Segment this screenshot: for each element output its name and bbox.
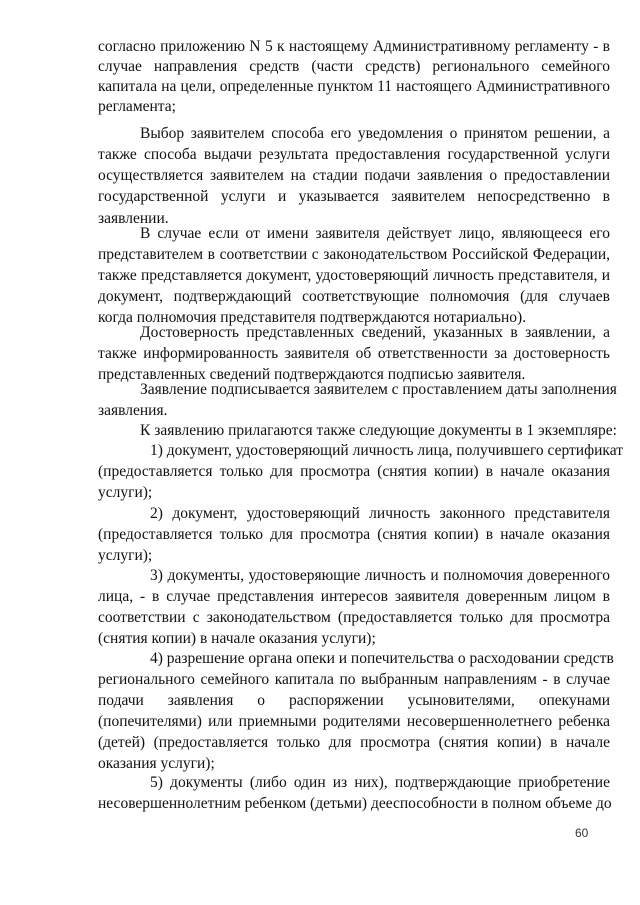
text-line-29: соответствии с законодательством (предоставляется только для просмотра <box>98 609 610 626</box>
text-line-28: лица, - в случае представления интересов заявителя доверенным лицом в <box>98 588 610 605</box>
text-line-6: также способа выдачи результата предоставления государственной услуги <box>98 146 610 163</box>
text-line-18: Заявление подписывается заявителем с проставлением даты заполнения <box>140 381 617 398</box>
text-line-15: Достоверность представленных сведений, указанных в заявлении, а <box>140 324 610 341</box>
text-line-10: В случае если от имени заявителя действует лицо, являющееся его <box>140 225 610 242</box>
text-line-38: несовершеннолетним ребенком (детьми) дееспособности в полном объеме до <box>98 795 612 812</box>
text-line-5: Выбор заявителем способа его уведомления о принятом решении, а <box>140 125 610 142</box>
text-line-23: услуги); <box>98 484 153 501</box>
text-line-21: 1) документ, удостоверяющий личность лица, получившего сертификат <box>150 442 623 459</box>
text-line-13: документ, подтверждающий соответствующие полномочия (для случаев <box>98 288 610 305</box>
text-line-34: (попечителями) или приемными родителями несовершеннолетнего ребенка <box>98 713 610 730</box>
text-line-17: представленных сведений подтверждаются подписью заявителя. <box>98 366 526 383</box>
text-line-30: (снятия копии) в начале оказания услуги); <box>98 630 376 647</box>
text-line-24: 2) документ, удостоверяющий личность законного представителя <box>150 505 610 522</box>
text-line-2: случае направления средств (части средств) регионального семейного <box>98 58 610 75</box>
text-line-37: 5) документы (либо один из них), подтверждающие приобретение <box>150 774 610 791</box>
text-line-14: когда полномочия представителя подтверждаются нотариально). <box>98 309 527 326</box>
text-line-33: подачи заявления о распоряжении усыновителями, опекунами <box>98 692 610 709</box>
text-line-11: представителем в соответствии с законодательством Российской Федерации, <box>98 246 610 263</box>
text-line-3: капитала на цели, определенные пунктом 11 настоящего Административного <box>98 78 610 95</box>
text-line-32: регионального семейного капитала по выбранным направлениям - в случае <box>98 671 610 688</box>
text-line-4: регламента; <box>98 98 176 115</box>
text-line-16: также информированность заявителя об ответственности за достоверность <box>98 345 610 362</box>
text-line-25: (предоставляется только для просмотра (снятия копии) в начале оказания <box>98 526 610 543</box>
page-number: 60 <box>575 826 589 840</box>
text-line-12: также представляется документ, удостоверяющий личность представителя, и <box>98 267 610 284</box>
text-line-1: согласно приложению N 5 к настоящему Административному регламенту - в <box>98 38 610 55</box>
text-line-31: 4) разрешение органа опеки и попечительства о расходовании средств <box>150 650 614 667</box>
text-line-35: (детей) (предоставляется только для просмотра (снятия копии) в начале <box>98 734 610 751</box>
text-line-20: К заявлению прилагаются также следующие документы в 1 экземпляре: <box>140 422 617 439</box>
text-line-22: (предоставляется только для просмотра (снятия копии) в начале оказания <box>98 463 610 480</box>
text-line-8: государственной услуги и указывается заявителем непосредственно в <box>98 188 610 205</box>
text-line-9: заявлении. <box>98 210 169 227</box>
text-line-27: 3) документы, удостоверяющие личность и полномочия доверенного <box>150 567 610 584</box>
text-line-36: оказания услуги); <box>98 755 215 772</box>
text-line-19: заявления. <box>98 402 168 419</box>
text-line-7: осуществляется заявителем на стадии подачи заявления о предоставлении <box>98 167 610 184</box>
text-line-26: услуги); <box>98 547 153 564</box>
